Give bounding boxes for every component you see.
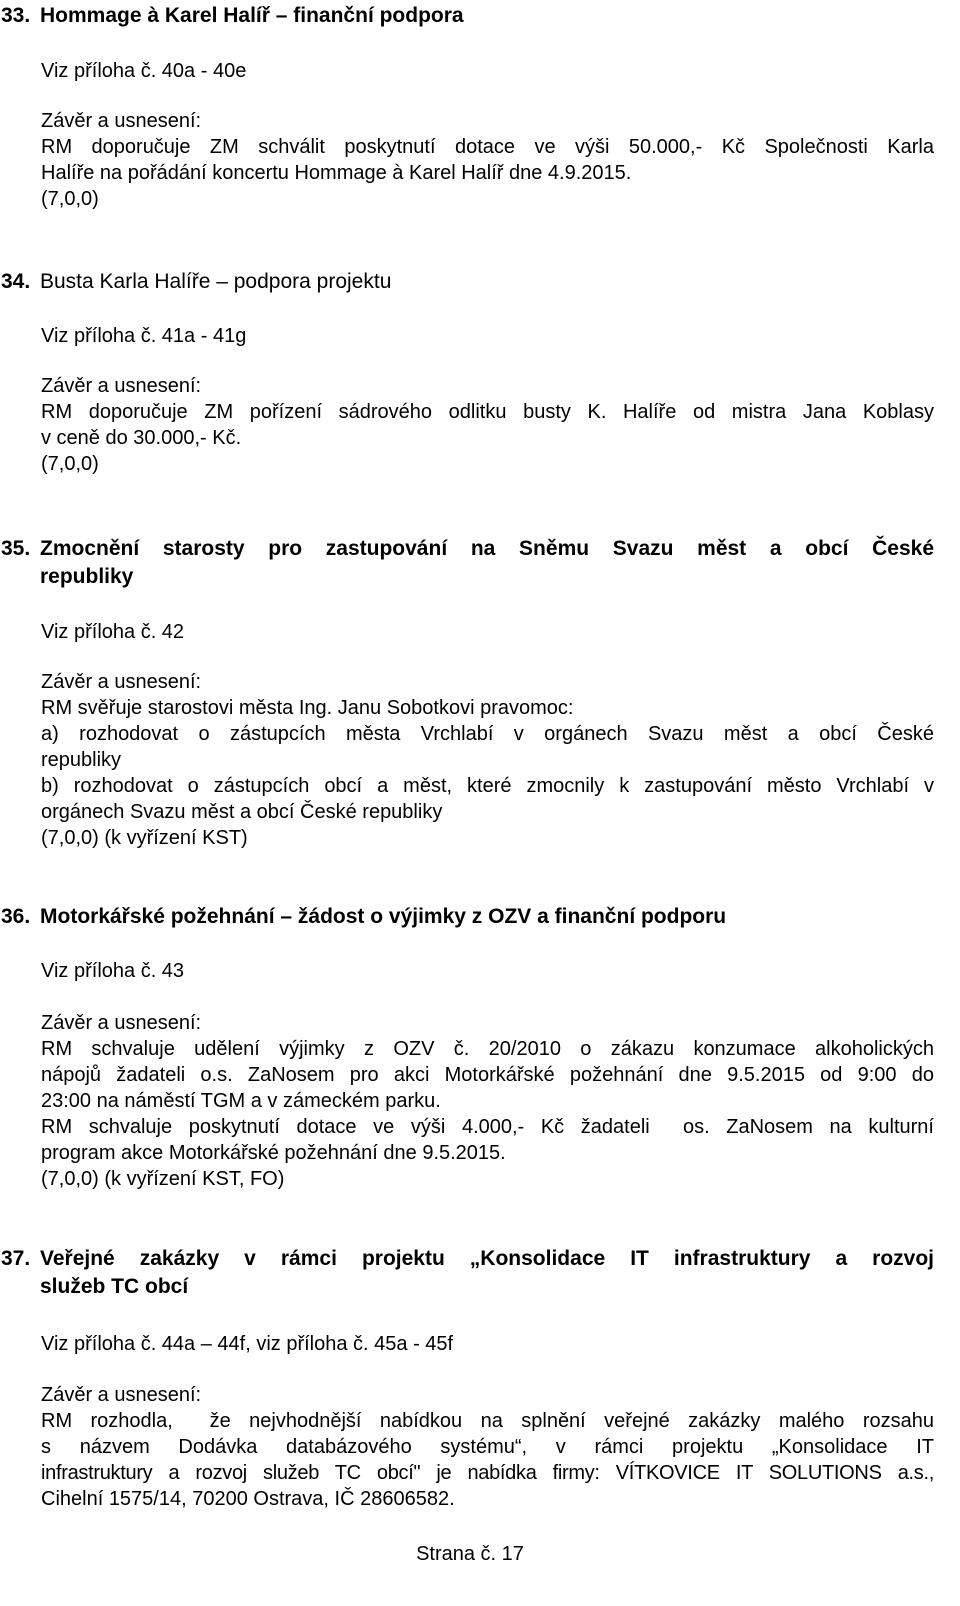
vote-result: (7,0,0) (k vyřízení KST, FO) — [41, 1168, 285, 1190]
resolution-label: Závěr a usnesení: — [41, 1012, 202, 1034]
section-title: Hommage à Karel Halíř – finanční podpora — [40, 4, 464, 27]
resolution-text: RM svěřuje starostovi města Ing. Janu Sobotkovi pravomoc: — [41, 697, 574, 719]
vote-result: (7,0,0) — [41, 188, 99, 210]
resolution-text: v ceně do 30.000,- Kč. — [41, 427, 242, 449]
attachment-reference: Viz příloha č. 44a – 44f, viz příloha č. 45a - 45f — [41, 1333, 454, 1355]
resolution-text: program akce Motorkářské požehnání dne 9.5.2015. — [41, 1142, 506, 1164]
section-heading — [0, 1245, 960, 1301]
page-number: Strana č. 17 — [416, 1543, 524, 1565]
resolution-text: RM schvaluje poskytnutí dotace ve výši 4.000,- Kč žadateli os. ZaNosem na kulturní — [41, 1116, 934, 1138]
section-title-line2: služeb TC obcí — [40, 1275, 189, 1298]
section-number: 34. — [1, 270, 31, 293]
section-number: 35. — [1, 537, 31, 560]
resolution-text: s názvem Dodávka databázového systému“, v rámci projektu „Konsolidace IT — [41, 1436, 934, 1458]
resolution-text: republiky — [41, 749, 122, 771]
resolution-text: orgánech Svazu měst a obcí České republiky — [41, 801, 443, 823]
vote-result: (7,0,0) (k vyřízení KST) — [41, 827, 248, 849]
section-title: Motorkářské požehnání – žádost o výjimky z OZV a finanční podporu — [40, 905, 727, 928]
section-number: 37. — [1, 1247, 31, 1270]
attachment-reference: Viz příloha č. 42 — [41, 621, 185, 643]
section-35 — [0, 535, 960, 591]
vote-result: (7,0,0) — [41, 453, 99, 475]
section-title-line — [40, 535, 934, 591]
resolution-label: Závěr a usnesení: — [41, 671, 202, 693]
section-33 — [0, 2, 960, 30]
resolution-label: Závěr a usnesení: — [41, 1384, 202, 1406]
resolution-text: infrastruktury a rozvoj služeb TC obcí" je nabídka firmy: VÍTKOVICE IT SOLUTIONS a.s., — [41, 1462, 934, 1484]
resolution-text: RM doporučuje ZM pořízení sádrového odlitku busty K. Halíře od mistra Jana Koblasy — [41, 401, 934, 423]
section-heading — [0, 535, 960, 591]
resolution-text: 23:00 na náměstí TGM a v zámeckém parku. — [41, 1090, 441, 1112]
attachment-reference: Viz příloha č. 43 — [41, 960, 185, 982]
resolution-text: b) rozhodovat o zástupcích obcí a měst, které zmocnily k zastupování město Vrchlabí v — [41, 775, 934, 797]
resolution-text: Cihelní 1575/14, 70200 Ostrava, IČ 28606582. — [41, 1488, 455, 1510]
section-title-line1: Veřejné zakázky v rámci projektu „Konsolidace IT infrastruktury a rozvoj — [40, 1247, 934, 1270]
attachment-reference: Viz příloha č. 40a - 40e — [41, 60, 247, 82]
resolution-text: RM rozhodla, že nejvhodnější nabídkou na splnění veřejné zakázky malého rozsahu — [41, 1410, 934, 1432]
section-number: 36. — [1, 905, 31, 928]
resolution-text: RM schvaluje udělení výjimky z OZV č. 20/2010 o zákazu konzumace alkoholických — [41, 1038, 934, 1060]
resolution-label: Závěr a usnesení: — [41, 110, 202, 132]
section-heading — [0, 903, 960, 931]
section-37 — [0, 1245, 960, 1301]
resolution-text: RM doporučuje ZM schválit poskytnutí dotace ve výši 50.000,- Kč Společnosti Karla — [41, 136, 934, 158]
section-title-line1: Zmocnění starosty pro zastupování na Sněmu Svazu měst a obcí České — [40, 537, 934, 560]
section-number: 33. — [1, 4, 31, 27]
section-34 — [0, 268, 960, 296]
resolution-label: Závěr a usnesení: — [41, 375, 202, 397]
section-36 — [0, 903, 960, 931]
resolution-text: a) rozhodovat o zástupcích města Vrchlabí v orgánech Svazu měst a obcí České — [41, 723, 934, 745]
resolution-text: nápojů žadateli o.s. ZaNosem pro akci Motorkářské požehnání dne 9.5.2015 od 9:00 do — [41, 1064, 934, 1086]
section-title-line2: republiky — [40, 565, 134, 588]
section-heading — [0, 268, 960, 296]
section-title: Busta Karla Halíře – podpora projektu — [40, 270, 392, 293]
section-heading — [0, 2, 960, 30]
section-title-line — [40, 1245, 934, 1301]
attachment-reference: Viz příloha č. 41a - 41g — [41, 325, 247, 347]
resolution-text: Halíře na pořádání koncertu Hommage à Karel Halíř dne 4.9.2015. — [41, 162, 632, 184]
